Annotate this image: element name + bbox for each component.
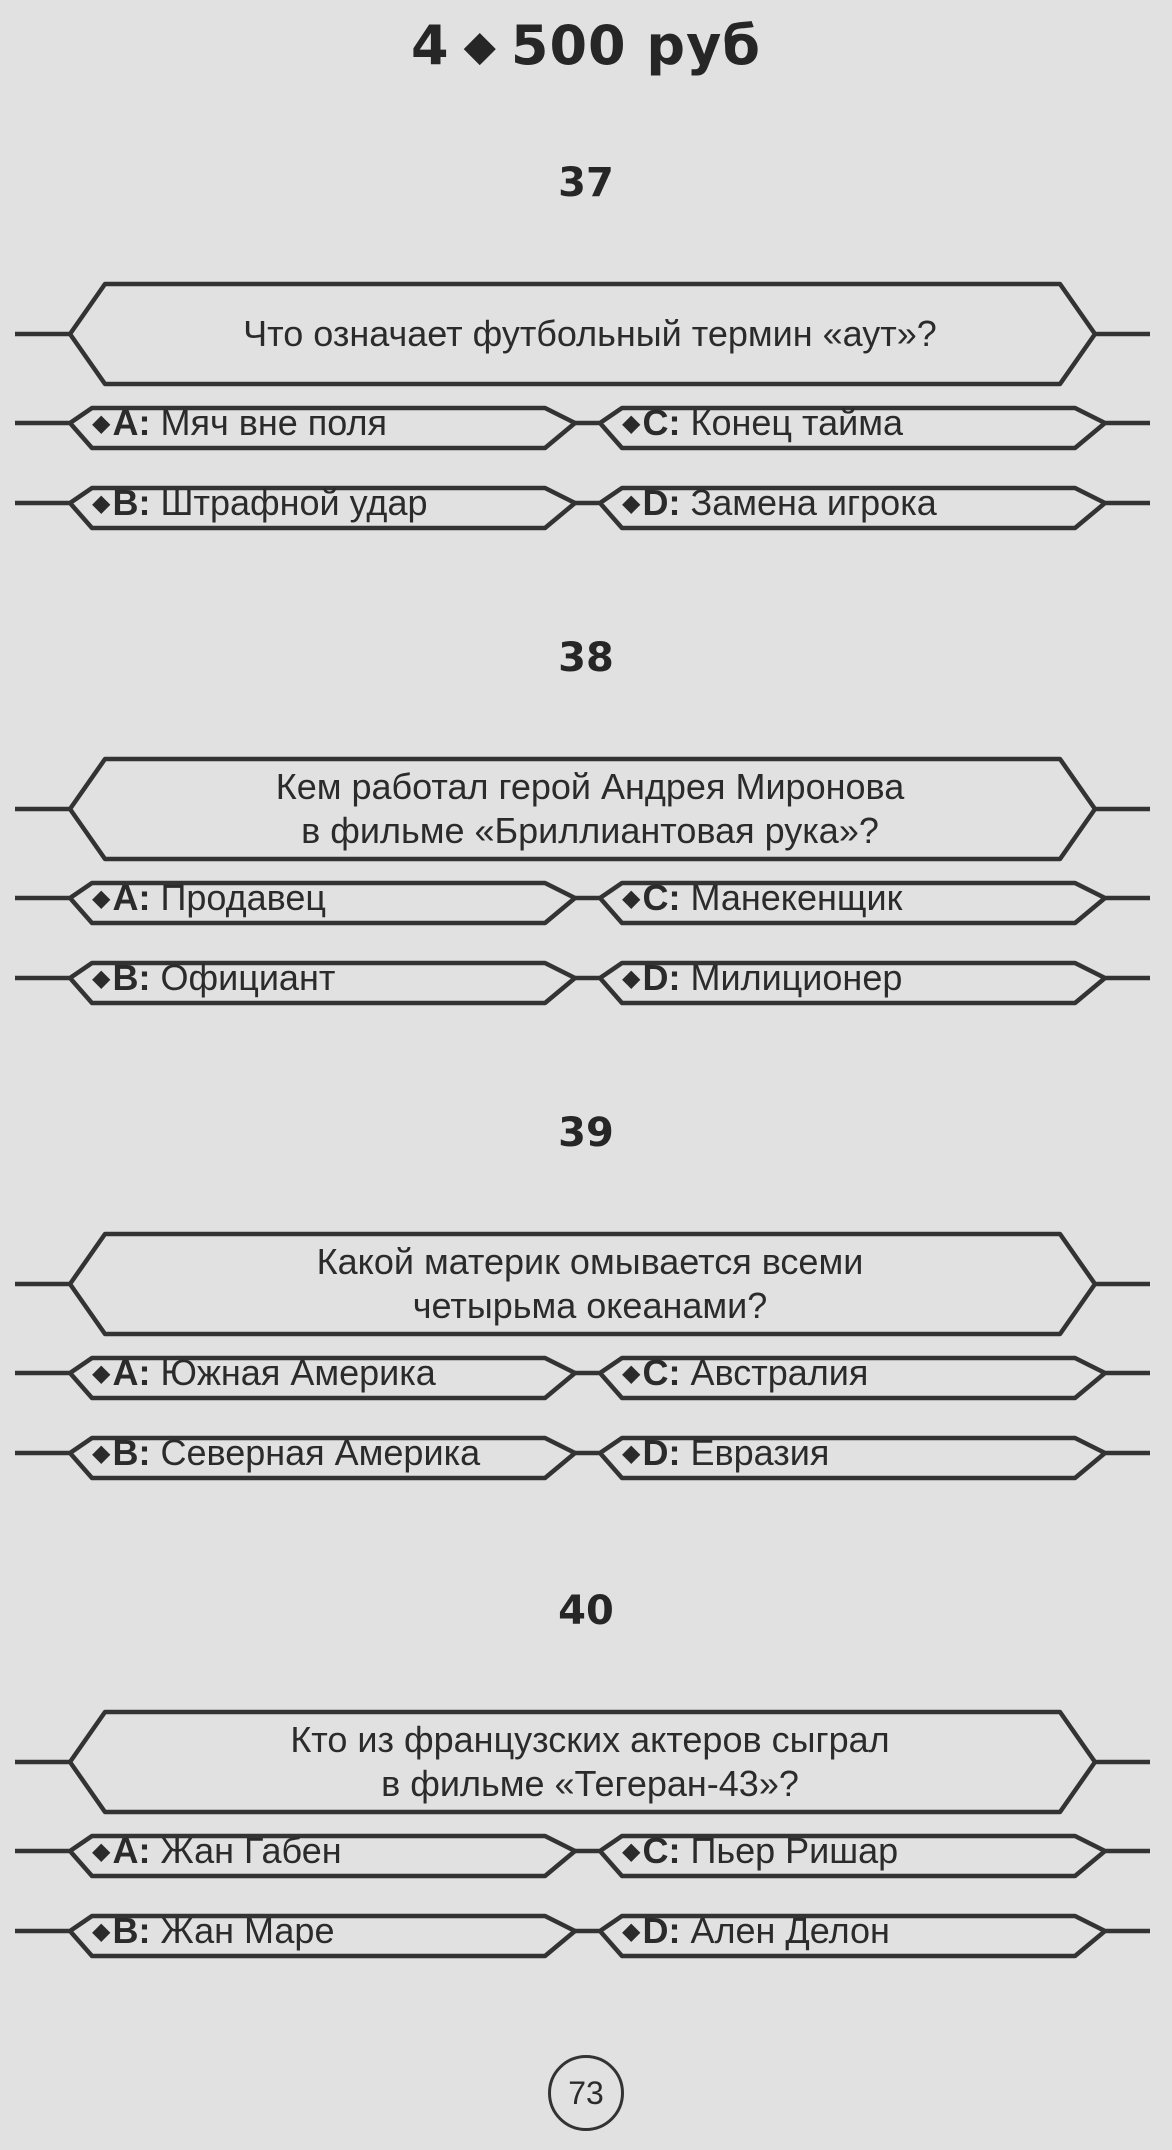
- diamond-icon: ◆: [92, 1440, 111, 1467]
- answer-text: Штрафной удар: [160, 482, 428, 523]
- diamond-icon: ◆: [622, 410, 641, 437]
- diamond-icon: ◆: [92, 410, 111, 437]
- diamond-icon: ◆: [92, 1918, 111, 1945]
- question-block-37: [0, 160, 1172, 580]
- answer-c[interactable]: ◆C: Конец тайма: [622, 402, 903, 443]
- answer-c[interactable]: ◆C: Пьер Ришар: [622, 1830, 899, 1871]
- question-block-38: [0, 635, 1172, 1055]
- question-number: 40: [558, 1588, 614, 1634]
- answer-text: Ален Делон: [690, 1910, 890, 1951]
- question-number: 38: [558, 635, 614, 681]
- answer-text: Пьер Ришар: [690, 1830, 899, 1871]
- answer-text: Конец тайма: [690, 402, 903, 443]
- question-number: 37: [558, 160, 614, 206]
- answer-text: Жан Маре: [160, 1910, 335, 1951]
- question-block-39: [0, 1110, 1172, 1530]
- page-number: 73: [548, 2055, 624, 2131]
- diamond-icon: ◆: [92, 1838, 111, 1865]
- diamond-icon: ◆: [622, 1838, 641, 1865]
- answer-d[interactable]: ◆D: Милиционер: [622, 957, 903, 998]
- answer-text: Мяч вне поля: [160, 402, 387, 443]
- answer-a[interactable]: ◆A: Мяч вне поля: [92, 402, 387, 443]
- question-block-40: [0, 1588, 1172, 2008]
- answer-text: Продавец: [160, 877, 326, 918]
- answer-d[interactable]: ◆D: Ален Делон: [622, 1910, 890, 1951]
- answer-d[interactable]: ◆D: Замена игрока: [622, 482, 937, 523]
- answer-a[interactable]: ◆A: Южная Америка: [92, 1352, 436, 1393]
- answer-text: Жан Габен: [160, 1830, 342, 1871]
- diamond-icon: ◆: [622, 1918, 641, 1945]
- diamond-icon: ◆: [622, 885, 641, 912]
- diamond-icon: ◆: [92, 965, 111, 992]
- answer-text: Австралия: [690, 1352, 869, 1393]
- diamond-icon: ◆: [622, 1360, 641, 1387]
- answer-b[interactable]: ◆B: Официант: [92, 957, 336, 998]
- answer-text: Милиционер: [690, 957, 903, 998]
- level-number: 4: [411, 14, 450, 77]
- question-text: Кто из французских актеров сыграл в фильме «Тегеран-43»?: [290, 1719, 890, 1804]
- answer-b[interactable]: ◆B: Жан Маре: [92, 1910, 335, 1951]
- diamond-icon: ◆: [92, 490, 111, 517]
- answer-text: Замена игрока: [690, 482, 937, 523]
- diamond-icon: ◆: [92, 885, 111, 912]
- answer-a[interactable]: ◆A: Жан Габен: [92, 1830, 342, 1871]
- answer-c[interactable]: ◆C: Австралия: [622, 1352, 869, 1393]
- diamond-icon: ◆: [463, 21, 497, 70]
- diamond-icon: ◆: [622, 490, 641, 517]
- question-text: Какой материк омывается всеми четырьма океанами?: [316, 1241, 864, 1326]
- question-text: Кем работал герой Андрея Миронова в фильме «Бриллиантовая рука»?: [275, 766, 905, 851]
- answer-a[interactable]: ◆A: Продавец: [92, 877, 326, 918]
- answer-text: Манекенщик: [690, 877, 903, 918]
- answer-text: Официант: [160, 957, 336, 998]
- diamond-icon: ◆: [622, 965, 641, 992]
- question-number: 39: [558, 1110, 614, 1156]
- question-text: Что означает футбольный термин «аут»?: [243, 313, 937, 354]
- page-title: [0, 14, 1172, 77]
- answer-text: Евразия: [690, 1432, 830, 1473]
- answer-text: Южная Америка: [160, 1352, 436, 1393]
- answer-c[interactable]: ◆C: Манекенщик: [622, 877, 903, 918]
- answer-b[interactable]: ◆B: Штрафной удар: [92, 482, 428, 523]
- answer-b[interactable]: ◆B: Северная Америка: [92, 1432, 481, 1473]
- diamond-icon: ◆: [92, 1360, 111, 1387]
- answer-d[interactable]: ◆D: Евразия: [622, 1432, 830, 1473]
- answer-text: Северная Америка: [160, 1432, 481, 1473]
- prize-amount: 500 руб: [510, 14, 761, 77]
- diamond-icon: ◆: [622, 1440, 641, 1467]
